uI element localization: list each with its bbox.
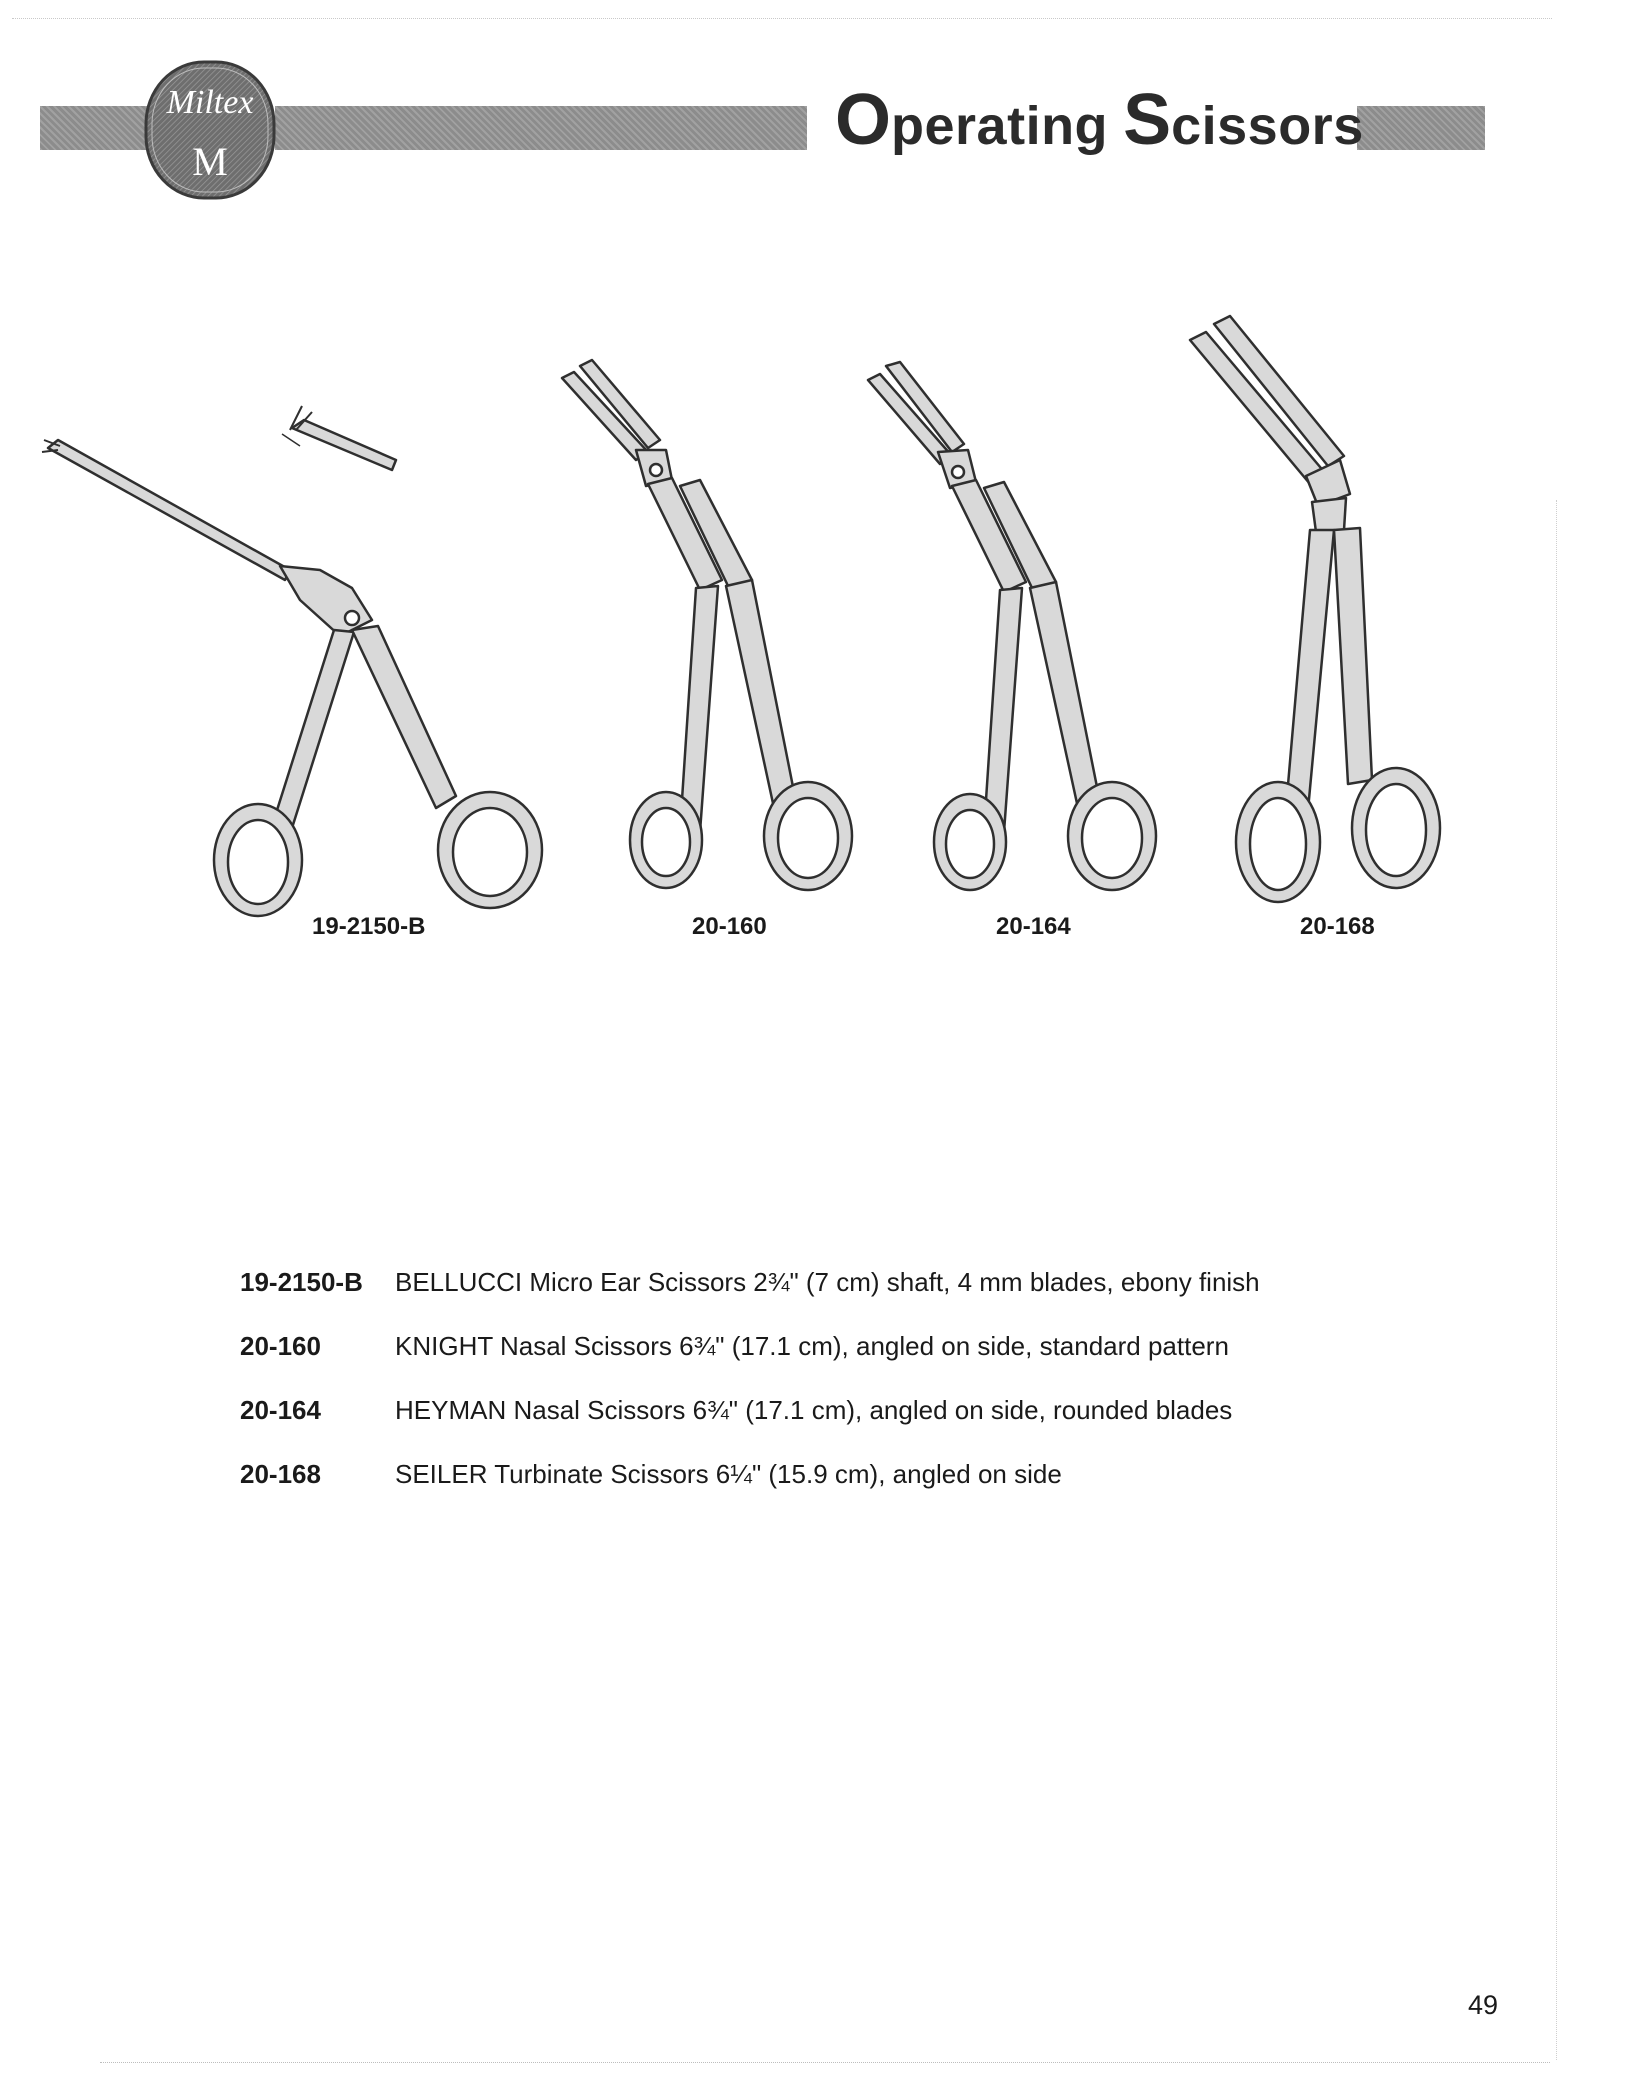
scan-edge-top — [12, 18, 1552, 19]
header-band-middle — [275, 106, 807, 150]
header-band-left — [40, 106, 152, 150]
logo-wordmark: Miltex — [166, 84, 254, 121]
title-initial-o: O — [835, 80, 892, 160]
header-band-right — [1357, 106, 1485, 150]
catalog-code: 20-160 — [240, 1330, 321, 1361]
title-initial-s: S — [1123, 80, 1172, 160]
scissors-illustration-20-160 — [562, 360, 852, 890]
scissors-illustration-20-168 — [1190, 316, 1440, 902]
catalog-description: KNIGHT Nasal Scissors 6¾" (17.1 cm), angled on side, standard pattern — [395, 1330, 1229, 1361]
catalog-list — [240, 1250, 1340, 1506]
instrument-illustrations — [0, 280, 1650, 920]
page-title — [835, 70, 1364, 170]
logo-monogram: M — [192, 139, 228, 184]
page-number: 49 — [1467, 1990, 1498, 2020]
catalog-code: 20-168 — [240, 1458, 321, 1489]
catalog-row — [240, 1442, 1340, 1506]
catalog-row — [240, 1378, 1340, 1442]
instrument-label-20-168: 20-168 — [1300, 913, 1375, 940]
instrument-label-20-160: 20-160 — [692, 913, 767, 940]
title-word-operating: perating — [891, 96, 1109, 156]
miltex-logo — [142, 58, 278, 202]
catalog-code: 19-2150-B — [240, 1266, 363, 1297]
catalog-row — [240, 1314, 1340, 1378]
instrument-label-20-164: 20-164 — [996, 913, 1071, 940]
catalog-row — [240, 1250, 1340, 1314]
instrument-label-19-2150-b: 19-2150-B — [312, 913, 426, 940]
scissors-illustration-19-2150-b — [42, 406, 542, 916]
scan-edge-bottom — [100, 2062, 1550, 2063]
catalog-description: BELLUCCI Micro Ear Scissors 2¾" (7 cm) shaft, 4 mm blades, ebony finish — [395, 1266, 1260, 1297]
catalog-code: 20-164 — [240, 1394, 321, 1425]
catalog-description: SEILER Turbinate Scissors 6¼" (15.9 cm), angled on side — [395, 1458, 1062, 1489]
miltex-logo-badge — [142, 58, 278, 202]
scissors-illustration-20-164 — [868, 362, 1156, 890]
title-word-scissors: cissors — [1171, 96, 1364, 156]
catalog-description: HEYMAN Nasal Scissors 6¾" (17.1 cm), angled on side, rounded blades — [395, 1394, 1233, 1425]
